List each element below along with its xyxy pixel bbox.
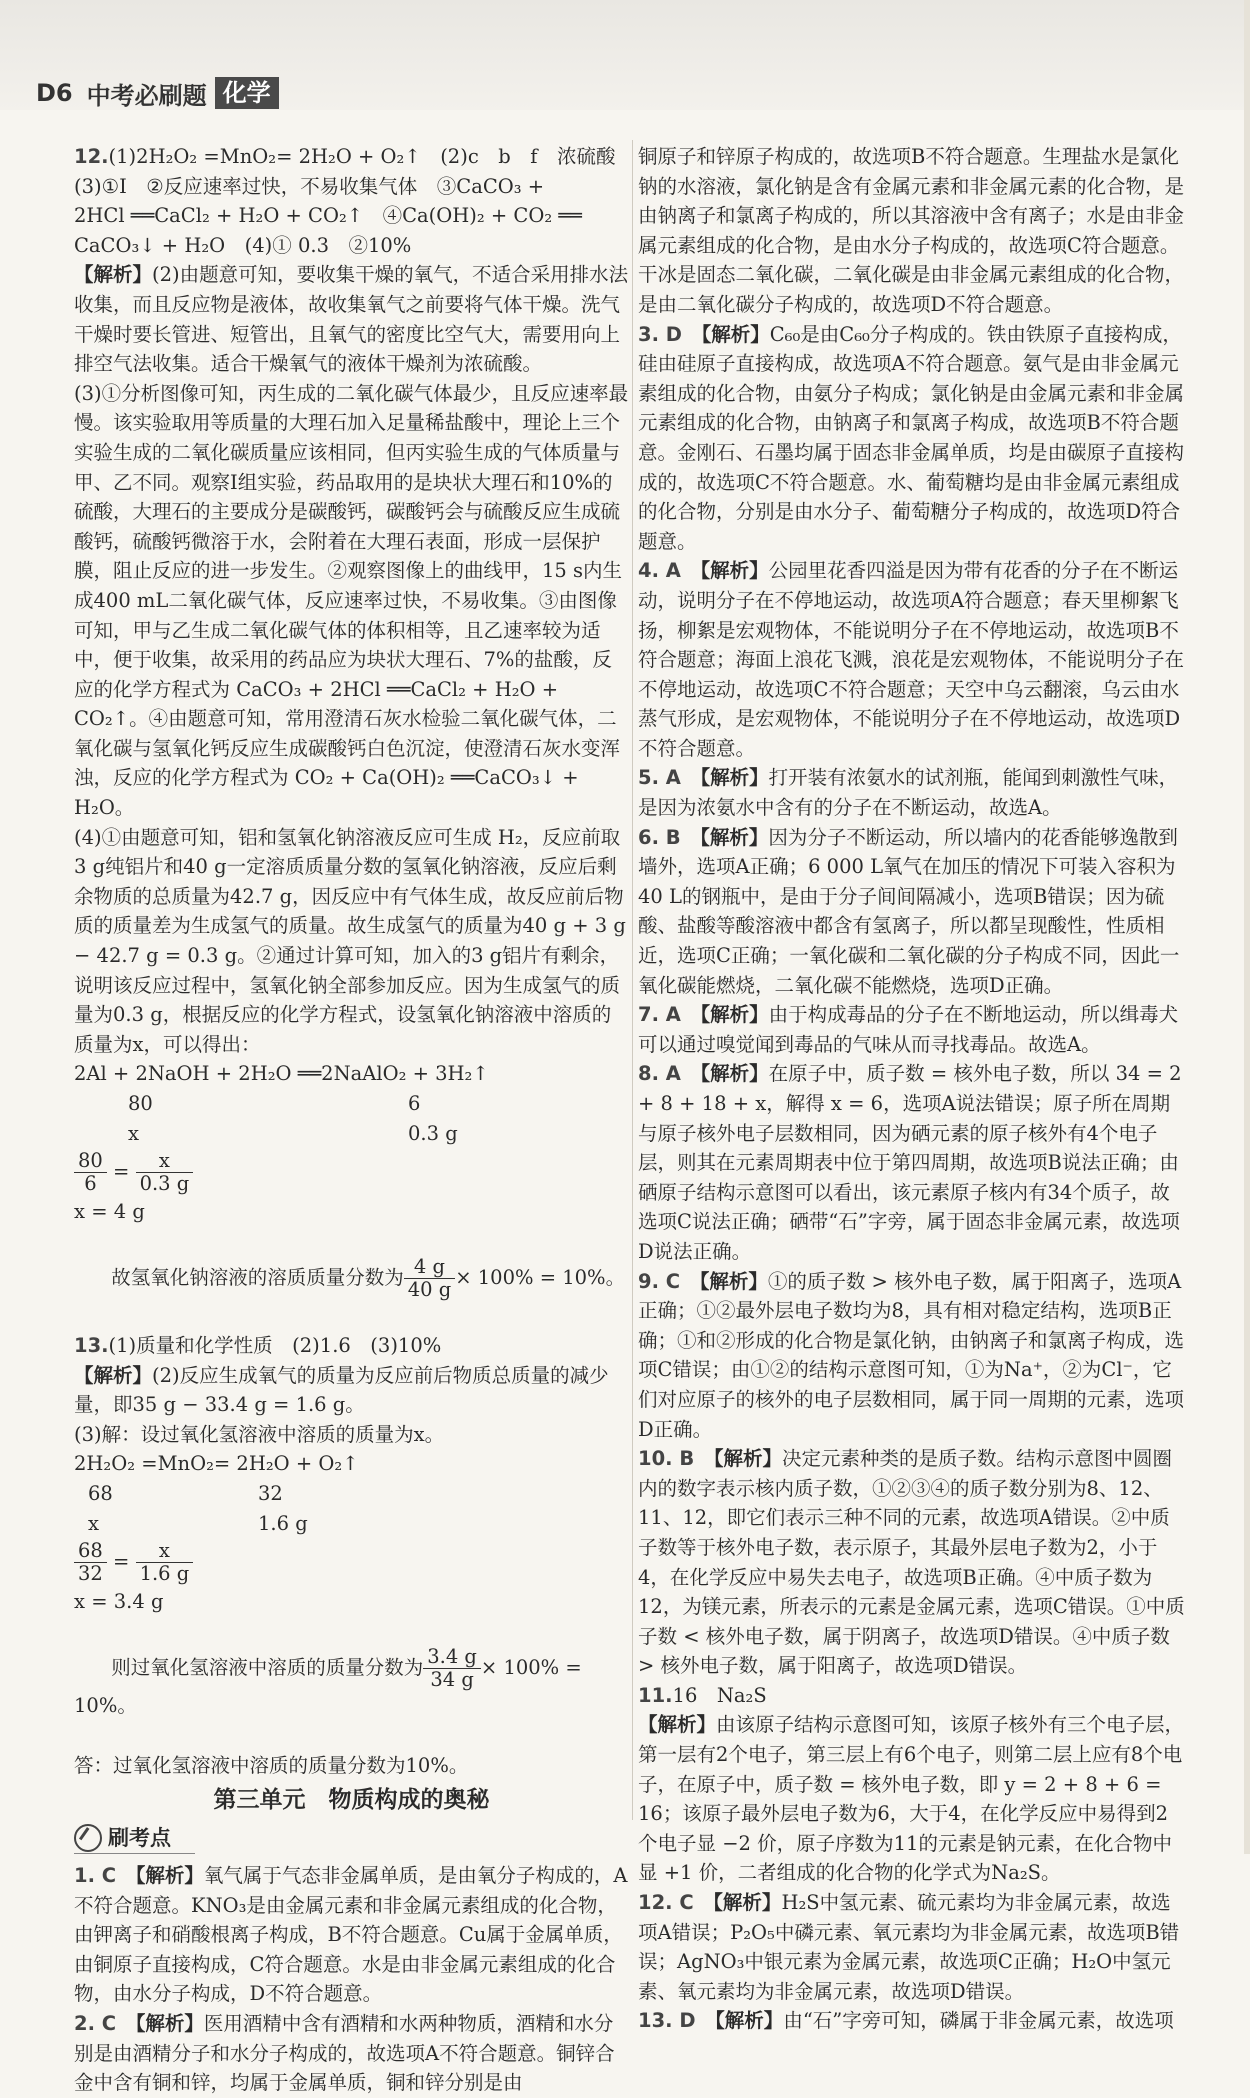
conclusion: 则过氧化氢溶液中溶质的质量分数为 $\frac{3.4 g}{34 g}$ × 100% = 10%。 xyxy=(74,1645,588,1718)
mass-row xyxy=(74,1509,629,1539)
answer-6: 6. B 【解析】因为分子不断运动，所以墙内的花香能够逸散到墙外，选项A正确；6 000 L氧气在加压的情况下可装入容积为40 L的钢瓶中，是由于分子间间隔减小，选项B错误；因为硫酸、盐酸等酸溶液中都含有氢离子，所以都呈现酸性，性质相近，选项C正确；一氧化碳和二氧化碳的分子构成不同，因此一氧化碳能燃烧，二氧化碳不能燃烧，选项D正确。 xyxy=(638,825,1180,997)
answer-13 xyxy=(74,1331,629,1780)
result: x = 4 g xyxy=(74,1200,145,1224)
fraction: $\frac{x}{1.6 g}$ xyxy=(136,1540,194,1585)
conclusion: 故氢氧化钠溶液的溶质质量分数为 $\frac{4 g}{40 g}$ × 100% = 10%。 xyxy=(111,1255,626,1302)
final-answer: 答：过氧化氢溶液中溶质的质量分数为10%。 xyxy=(74,1753,469,1777)
answer-line: (1)质量和化学性质 (2)1.6 (3)10% xyxy=(108,1333,442,1357)
answer-u1: 1. C 【解析】氧气属于气态非金属单质，是由氧分子构成的，A不符合题意。KNO₃是由金属元素和非金属元素组成的化合物，由钾离子和硝酸根离子构成，B不符合题意。Cu属于金属单质，由铜原子直接构成，C符合题意。水是由非金属元素组成的化合物，由水分子构成，D不符合题意。 xyxy=(74,1864,628,2006)
answer-9: 9. C 【解析】①的质子数 > 核外电子数，属于阳离子，选项A正确；①②最外层电子数均为8，具有相对稳定结构，选项B正确；①和②形成的化合物是氯化钠，由钠离子和氯离子构成，选项C错误；由①②的结构示意图可知，①为Na⁺，②为Cl⁻，它们对应原子的核外的电子层数相同，属于同一周期的元素，选项D正确。 xyxy=(638,1269,1185,1441)
answer-11-analysis: 【解析】由该原子结构示意图可知，该原子核外有三个电子层，第一层有2个电子，第三层上有6个电子，则第二层上应有8个电子，在原子中，质子数 = 核外电子数，即 y = 2 + 8 + 6 = 16；该原子最外层电子数为6，大于4，在化学反应中易得到2个电子显 −2 价，原子序数为11的元素是钠元素，在化合物中显 +1 价，二者组成的化合物的化学式为Na₂S。 xyxy=(638,1713,1185,1885)
answer-11: 11.16 Na₂S xyxy=(638,1683,767,1707)
mass-value: 1.6 g xyxy=(258,1511,308,1535)
answer-line: 2HCl ══CaCl₂ + H₂O + CO₂↑ ④Ca(OH)₂ + CO₂ ══ xyxy=(74,204,582,228)
answer-12c: 12. C 【解析】H₂S中氢元素、硫元素均为非金属元素，故选项A错误；P₂O₅中磷元素、氧元素均为非金属元素，故选项B错误；AgNO₃中银元素为金属元素，故选项C正确；H₂O中氢元素、氧元素均为非金属元素，故选项D错误。 xyxy=(638,1891,1180,2003)
subject-badge: 化学 xyxy=(215,77,279,109)
question-number: 13. xyxy=(74,1333,109,1357)
answer-5: 5. A 【解析】打开装有浓氨水的试剂瓶，能闻到刺激性气味，是因为浓氨水中含有的分子在不断运动，故选A。 xyxy=(638,766,1179,820)
mass-row xyxy=(74,1479,629,1509)
mass-value: 68 xyxy=(88,1481,113,1505)
answer-13d: 13. D 【解析】由“石”字旁可知，磷属于非金属元素，故选项 xyxy=(638,2009,1174,2033)
answer-12 xyxy=(74,142,633,1331)
analysis-text: (2)反应生成氧气的质量为反应前后物质总质量的减少量，即35 g − 33.4 g = 1.6 g。 xyxy=(74,1363,609,1417)
fraction: $\frac{x}{0.3 g}$ xyxy=(136,1150,194,1195)
answer-3: 3. D 【解析】C₆₀是由C₆₀分子构成的。铁由铁原子直接构成，硅由硅原子直接构成，故选项A不符合题意。氨气是由非金属元素组成的化合物，由氨分子构成；氯化钠是由金属元素和非金属元素组成的化合物，由钠离子和氯离子构成，故选项B不符合题意。金刚石、石墨均属于固态非金属单质，均是由碳原子直接构成的，故选项C不符合题意。水、葡萄糖均是由非金属元素组成的化合物，分别是由水分子、葡萄糖分子构成的，故选项D符合题意。 xyxy=(638,322,1185,553)
mass-value: 0.3 g xyxy=(408,1121,458,1145)
answer-line: (1)2H₂O₂ =MnO₂= 2H₂O + O₂↑ (2)c b f 浓硫酸 xyxy=(108,145,616,168)
column-divider xyxy=(632,140,633,1820)
analysis-tag: 【解析】 xyxy=(74,263,153,287)
answer-8: 8. A 【解析】在原子中，质子数 = 核外电子数，所以 34 = 2 + 8 + 18 + x，解得 x = 6，选项A说法错误；原子所在周期与原子核外电子层数相同，因为硒元素的原子核外有4个电子层，则其在元素周期表中位于第四周期，故选项B说法正确；由硒原子结构示意图可以看出，该元素原子核内有34个质子，故选项C说法正确；硒带“石”字旁，属于固态非金属元素，故选项D说法正确。 xyxy=(638,1062,1188,1263)
analysis-text: (3)①分析图像可知，丙生成的二氧化碳气体最少，且反应速率最慢。该实验取用等质量的大理石加入足量稀盐酸中，理论上三个实验生成的二氧化碳质量应该相同，但丙实验生成的气体质量与甲、乙不同。观察Ⅰ组实验，药品取用的是块状大理石和10%的硫酸，大理石的主要成分是碳酸钙，碳酸钙会与硫酸反应生成硫酸钙，硫酸钙微溶于水，会附着在大理石表面，形成一层保护膜，阻止反应的进一步发生。②观察图像上的曲线甲，15 s内生成400 mL二氧化碳气体，反应速率过快，不易收集。③由图像可知，甲与乙生成二氧化碳气体的体积相等，且乙速率较为适中，便于收集，故采用的药品应为块状大理石、7%的盐酸，反应的化学方程式为 CaCO₃ + 2HCl ══CaCl₂ + H₂O + CO₂↑。④由题意可知，常用澄清石灰水检验二氧化碳气体，二氧化碳与氢氧化钙反应生成碳酸钙白色沉淀，使澄清石灰水变浑浊，反应的化学方程式为 CO₂ + Ca(OH)₂ ══CaCO₃↓ + H₂O。 xyxy=(74,381,629,820)
mass-row xyxy=(74,1119,629,1149)
analysis-text: (4)①由题意可知，铝和氢氧化钠溶液反应可生成 H₂，反应前取3 g纯铝片和40 g一定溶质质量分数的氢氧化钠溶液，反应后剩余物质的总质量为42.7 g，因反应中有气体生成，故反应前后物质的质量差为生成氢气的质量。故生成氢气的质量为40 g + 3 g − 42.7 g = 0.3 g。②通过计算可知，加入的3 g铝片有剩余，说明该反应过程中，氢氧化钠全部参加反应。因为生成氢气的质量为0.3 g，根据反应的化学方程式，设氢氧化钠溶液中溶质的质量为x，可以得出： xyxy=(74,825,633,1056)
answer-u2: 2. C 【解析】医用酒精中含有酒精和水两种物质，酒精和水分别是由酒精分子和水分子构成的，故选项A不符合题意。铜锌合金中含有铜和锌，均属于金属单质，铜和锌分别是由 xyxy=(74,2012,615,2095)
brush-icon xyxy=(74,1824,102,1852)
analysis-text: (2)由题意可知，要收集干燥的氧气，不适合采用排水法收集，而且反应物是液体，故收集氧气之前要将气体干燥。洗气干燥时要长管进、短管出，且氧气的密度比空气大，需要用向上排空气法收集。适合干燥氧气的液体干燥剂为浓硫酸。 xyxy=(74,263,629,376)
answer-line: (3)①Ⅰ ②反应速率过快，不易收集气体 ③CaCO₃ + xyxy=(74,174,545,198)
continued-text: 铜原子和锌原子构成的，故选项B不符合题意。生理盐水是氯化钠的水溶液，氯化钠是含有金属元素和非金属元素的化合物，是由钠离子和氯离子构成的，所以其溶液中含有离子；水是由非金属元素组成的化合物，是由水分子构成的，故选项C符合题意。干冰是固态二氧化碳，二氧化碳是由非金属元素组成的化合物，是由二氧化碳分子构成的，故选项D不符合题意。 xyxy=(638,145,1185,316)
left-column xyxy=(74,142,633,2098)
result: x = 3.4 g xyxy=(74,1590,164,1614)
book-title: 中考必刷题 xyxy=(86,81,207,110)
right-column xyxy=(638,142,1186,2036)
fraction: $\frac{68}{32}$ xyxy=(74,1540,107,1585)
answer-7: 7. A 【解析】由于构成毒品的分子在不断地运动，所以缉毒犬可以通过嗅觉闻到毒品的气味从而寻找毒品。故选A。 xyxy=(638,1003,1179,1056)
proportion: $\frac{68}{32}$ = $\frac{x}{1.6 g}$ xyxy=(74,1540,629,1585)
chemical-equation: 2Al + 2NaOH + 2H₂O ══2NaAlO₂ + 3H₂↑ xyxy=(74,1062,489,1086)
mass-value: 80 xyxy=(128,1092,153,1115)
analysis-text: (3)解：设过氧化氢溶液中溶质的质量为x。 xyxy=(74,1422,445,1446)
mass-row xyxy=(74,1089,629,1119)
page-code: D6 xyxy=(36,79,73,107)
analysis-tag: 【解析】 xyxy=(74,1363,153,1387)
mass-value: x xyxy=(128,1121,139,1145)
brush-section-label: 刷考点 xyxy=(74,1824,195,1855)
page-header xyxy=(0,0,1250,110)
proportion: $\frac{80}{6}$ = $\frac{x}{0.3 g}$ xyxy=(74,1150,629,1195)
page-edge xyxy=(1244,0,1250,1854)
answer-4: 4. A 【解析】公园里花香四溢是因为带有花香的分子在不断运动，说明分子在不停地运动，故选项A符合题意；春天里柳絮飞扬，柳絮是宏观物体，不能说明分子在不停地运动，故选项B不符合题意；海面上浪花飞溅，浪花是宏观物体，不能说明分子在不停地运动，故选项C不符合题意；天空中乌云翻滚，乌云由水蒸气形成，是宏观物体，不能说明分子在不停地运动，故选项D不符合题意。 xyxy=(638,559,1185,760)
fraction: $\frac{80}{6}$ xyxy=(74,1150,107,1195)
mass-value: x xyxy=(88,1511,99,1535)
answer-10: 10. B 【解析】决定元素种类的是质子数。结构示意图中圆圈内的数字表示核内质子数，①②③④的质子数分别为8、12、11、12，即它们表示三种不同的元素，故选项A错误。②中质子数等于核外电子数，表示原子，其最外层电子数为2，小于4，在化学反应中易失去电子，故选项B正确。④中质子数为12，为镁元素，所表示的元素是金属元素，选项C错误。①中质子数 < 核外电子数，属于阴离子，故选项D错误。④中质子数 > 核外电子数，属于阳离子，故选项D错误。 xyxy=(638,1447,1185,1678)
answer-line: CaCO₃↓ + H₂O (4)① 0.3 ②10% xyxy=(74,233,412,257)
question-number: 12. xyxy=(74,145,109,168)
unit-title: 第三单元 物质构成的奥秘 xyxy=(213,1787,490,1814)
mass-value: 6 xyxy=(408,1092,421,1115)
chemical-equation: 2H₂O₂ =MnO₂= 2H₂O + O₂↑ xyxy=(74,1452,359,1476)
header-tab xyxy=(36,76,279,110)
mass-value: 32 xyxy=(258,1481,283,1505)
